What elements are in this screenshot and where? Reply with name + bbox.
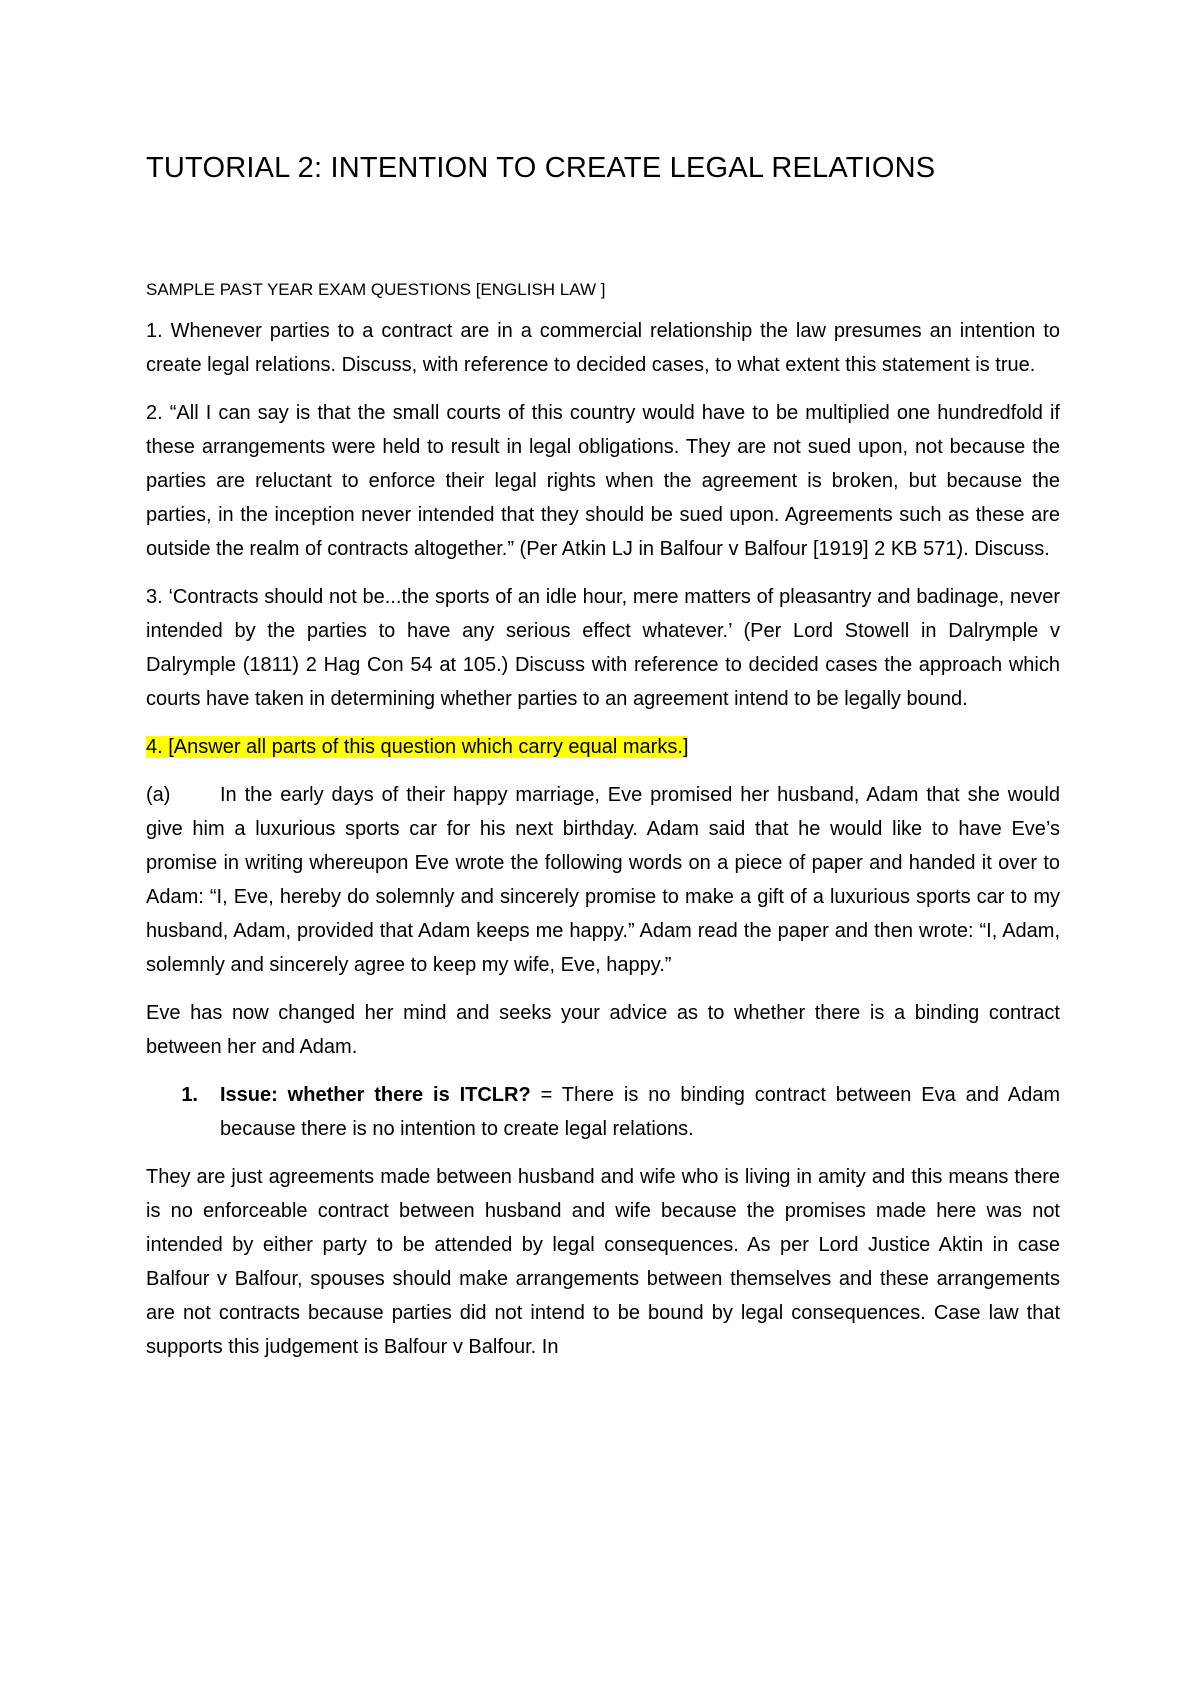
issue-label: Issue: whether there is ITCLR? (220, 1084, 531, 1106)
part-a-label: (a) (146, 784, 171, 806)
issue-text (220, 1078, 1060, 1146)
question-2: 2. “All I can say is that the small courts of this country would have to be multiplied one hundredfold if these arrangements were held to result in legal obligations. They are not sued upon, not because the parties are reluctant to enforce their legal rights when the agreement is broken, but because the parties, in the inception never intended that they should be sued upon. Agreements such as these are outside the realm of contracts altogether.” (Per Atkin LJ in Balfour v Balfour [1919] 2 KB 571). Discuss. (146, 402, 1060, 560)
issue-list-item (146, 1078, 1060, 1146)
section-heading: SAMPLE PAST YEAR EXAM QUESTIONS [ENGLISH LAW ] (146, 280, 606, 299)
question-1: 1. Whenever parties to a contract are in a commercial relationship the law presumes an intention to create legal relations. Discuss, with reference to decided cases, to what extent this statement is true. (146, 320, 1060, 376)
highlighted-text: 4. [Answer all parts of this question which carry equal marks.] (146, 736, 689, 758)
part-a-text: In the early days of their happy marriage, Eve promised her husband, Adam that she would give him a luxurious sports car for his next birthday. Adam said that he would like to have Eve’s promise in writing whereupon Eve wrote the following words on a piece of paper and handed it over to Adam: “I, Eve, hereby do solemnly and sincerely promise to make a gift of a luxurious sports car to my husband, Adam, provided that Adam keeps me happy.” Adam read the paper and then wrote: “I, Adam, solemnly and sincerely agree to keep my wife, Eve, happy.” (146, 784, 1060, 976)
part-a (146, 778, 1060, 982)
document-body (146, 150, 1060, 1364)
question-3: 3. ‘Contracts should not be...the sports of an idle hour, mere matters of pleasantry and badinage, never intended by the parties to have any serious effect whatever.’ (Per Lord Stowell in Dalrymple v Dalrymple (1811) 2 Hag Con 54 at 105.) Discuss with reference to decided cases the approach which courts have taken in determining whether parties to an agreement intend to be legally bound. (146, 586, 1060, 710)
answer-body: They are just agreements made between husband and wife who is living in amity and this means there is no enforceable contract between husband and wife because the promises made here was not intended by either party to be attended by legal consequences. As per Lord Justice Aktin in case Balfour v Balfour, spouses should make arrangements between themselves and these arrangements are not contracts because parties did not intend to be bound by legal consequences. Case law that supports this judgement is Balfour v Balfour. In (146, 1166, 1060, 1358)
document-title: TUTORIAL 2: INTENTION TO CREATE LEGAL RELATIONS (146, 152, 936, 184)
issue-number: 1. (181, 1084, 198, 1106)
part-a-followup: Eve has now changed her mind and seeks your advice as to whether there is a binding contract between her and Adam. (146, 1002, 1060, 1058)
issue-statement: = There is no binding contract between Eva and Adam because there is no intention to create legal relations. (220, 1084, 1061, 1140)
question-4-heading (146, 730, 1060, 764)
